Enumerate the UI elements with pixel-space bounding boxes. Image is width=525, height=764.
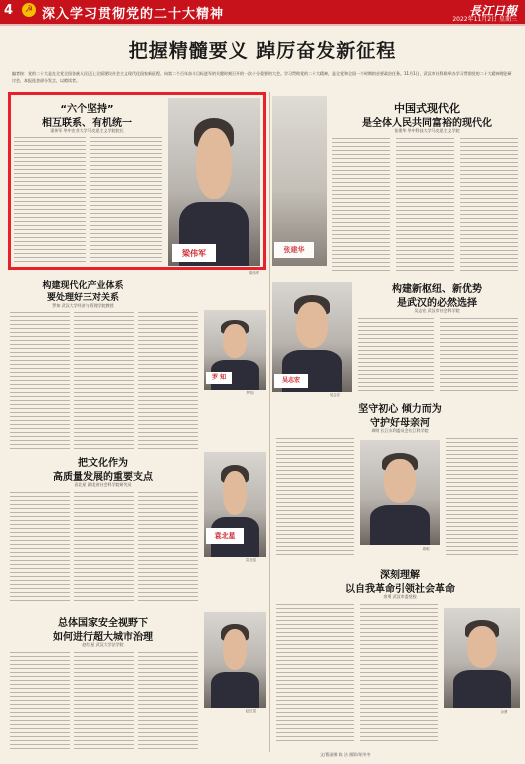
article-6-body bbox=[10, 492, 70, 602]
photo-caption: 周明 bbox=[422, 547, 430, 551]
article-3-title-line1: 构建现代化产业体系 bbox=[42, 281, 124, 291]
article-8-title-line1: 总体国家安全视野下 bbox=[58, 618, 148, 629]
article-2-body bbox=[460, 138, 518, 273]
article-6-photo bbox=[204, 452, 266, 557]
article-6-body bbox=[74, 492, 134, 602]
column-title: 深入学习贯彻党的二十大精神 bbox=[42, 7, 225, 22]
article-3-title-line2: 要处理好三对关系 bbox=[46, 293, 119, 303]
speaker-nameplate: 梁伟军 bbox=[172, 244, 216, 262]
article-1-photo bbox=[168, 98, 260, 266]
article-8-body bbox=[74, 652, 134, 752]
article-1-body bbox=[90, 137, 162, 265]
article-6-author: 袁北星 湖北省社会科学院研究员 bbox=[74, 482, 132, 487]
article-8-author: 赵红星 武汉大学法学院 bbox=[82, 642, 124, 647]
article-5-author: 周明 长江水利委员会长江科学院 bbox=[371, 428, 429, 433]
article-5-title-line2: 守护好母亲河 bbox=[370, 418, 430, 429]
article-4-body bbox=[358, 318, 434, 393]
party-emblem-icon: ☭ bbox=[22, 3, 36, 17]
article-7-title-line1: 深刻理解 bbox=[380, 570, 420, 581]
article-8-body bbox=[138, 652, 198, 752]
speaker-nameplate: 袁北星 bbox=[206, 528, 244, 544]
article-4-title-line2: 是武汉的必然选择 bbox=[397, 298, 477, 309]
article-2-body bbox=[396, 138, 454, 273]
article-3-body bbox=[10, 312, 70, 452]
column-divider bbox=[269, 92, 270, 752]
article-2-photo-strip bbox=[272, 96, 327, 266]
page-header-bar bbox=[0, 0, 525, 24]
article-5-body bbox=[446, 438, 518, 558]
article-5-title-line1: 坚守初心 倾力而为 bbox=[358, 404, 442, 415]
article-3-author: 罗知 武汉大学经济与管理学院教授 bbox=[52, 303, 114, 308]
photo-caption: 吴志宏 bbox=[329, 393, 341, 397]
article-7-author: 余勇 武汉市委党校 bbox=[383, 594, 417, 599]
article-6-title-line2: 高质量发展的重要支点 bbox=[53, 472, 153, 483]
article-8-body bbox=[10, 652, 70, 752]
article-3-body bbox=[74, 312, 134, 452]
article-7-body bbox=[276, 604, 354, 744]
speaker-nameplate: 吴志宏 bbox=[274, 374, 308, 388]
header-divider bbox=[0, 24, 525, 26]
article-7-title-line2: 以自我革命引领社会革命 bbox=[345, 584, 455, 595]
article-1-author: 梁伟军 华中农业大学马克思主义学院院长 bbox=[50, 128, 124, 133]
article-1-title-line1: “六个坚持” bbox=[60, 104, 114, 115]
article-2-title-line1: 中国式现代化 bbox=[394, 102, 460, 115]
article-2-body bbox=[332, 138, 390, 273]
article-2-title-line2: 是全体人民共同富裕的现代化 bbox=[362, 118, 492, 129]
article-3-body bbox=[138, 312, 198, 452]
article-2-author: 张建华 华中科技大学马克思主义学院 bbox=[394, 128, 460, 133]
editor-note: 编者按：党的二十大是在全党全国各族人民迈上全面建设社会主义现代化国家新征程、向第二个百年奋斗目标进军的关键时刻召开的一次十分重要的大会。学习贯彻党的二十大精神，是全党和全国一个时期的首要政治任务。11月1日，武汉市社科联举办学习贯彻党的二十大精神理论研讨会，本报选登部分发言，以飨读者。 bbox=[12, 71, 512, 83]
photo-caption: 袁北星 bbox=[245, 558, 257, 562]
article-8-photo bbox=[204, 612, 266, 708]
article-4-title-line1: 构建新枢纽、新优势 bbox=[392, 284, 482, 295]
speaker-nameplate: 罗 知 bbox=[206, 372, 232, 384]
article-7-body bbox=[360, 604, 438, 744]
article-7-photo bbox=[444, 608, 520, 708]
photo-caption: 罗知 bbox=[246, 391, 254, 395]
photo-caption: 梁伟军 bbox=[248, 271, 260, 275]
credits-line: 文/曹丽娜 陈 洁 摄影/胡冬冬 bbox=[320, 752, 371, 757]
article-4-body bbox=[440, 318, 518, 393]
article-4-author: 吴志宏 武汉市社会科学院 bbox=[414, 308, 460, 313]
article-4-photo bbox=[272, 282, 352, 392]
article-6-body bbox=[138, 492, 198, 602]
photo-caption: 赵红星 bbox=[245, 709, 257, 713]
page-number: 4 bbox=[4, 3, 14, 18]
speaker-nameplate: 张建华 bbox=[274, 242, 314, 258]
article-6-title-line1: 把文化作为 bbox=[78, 458, 128, 469]
newspaper-name: 長江日報 bbox=[468, 4, 517, 18]
article-3-photo bbox=[204, 310, 266, 390]
article-8-title-line2: 如何进行超大城市治理 bbox=[53, 632, 153, 643]
article-1-title-line2: 相互联系、有机统一 bbox=[42, 118, 132, 129]
photo-caption: 余勇 bbox=[500, 710, 508, 714]
page-title: 把握精髓要义 踔厉奋发新征程 bbox=[128, 40, 397, 62]
article-1-body bbox=[14, 137, 86, 265]
issue-date: 2022年11月2日 星期三 bbox=[452, 16, 517, 23]
article-5-photo bbox=[360, 440, 440, 545]
article-5-body bbox=[276, 438, 354, 558]
